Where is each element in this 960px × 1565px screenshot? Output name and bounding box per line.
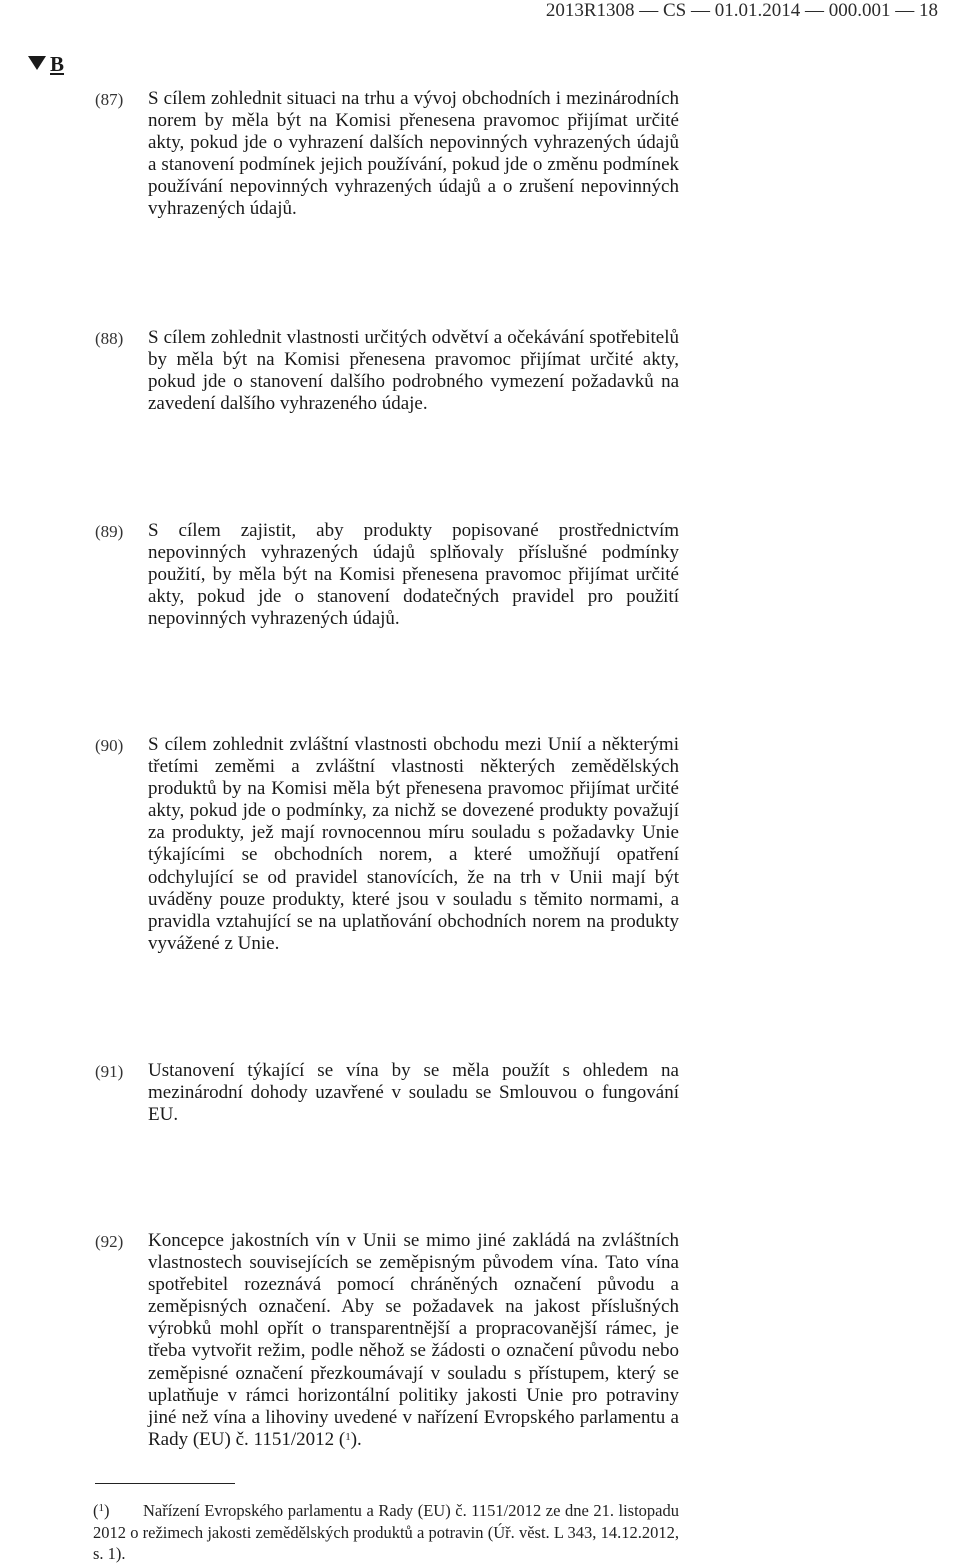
recital-text: S cílem zohlednit zvláštní vlastnosti obchodu mezi Unií a některými třetími zeměmi a zvláštní vlastnosti některých zemědělských produktů by na Komisi měla být přenesena pravomoc přijímat určité akty, pokud jde o podmínky, za nichž se dovezené produkty považují za produkty, jež mají rovnocennou míru souladu s požadavky Unie týkajícími se obchodních norem, a které umožňují opatření odchylující se od pravidel stanovících, že na trh v Unii mají být uváděny pouze produkty, které jsou v souladu s těmito normami, a pravidla vztahující se na uplatňování obchodních norem na produkty vyvážené z Unie. — [148, 734, 679, 954]
footnote-number-mark: 1 — [98, 1502, 104, 1514]
recital-text: Ustanovení týkající se vína by se měla použít s ohledem na mezinárodní dohody uzavřené v souladu se Smlouvou o fungování EU. — [148, 1060, 679, 1126]
footnote-number — [93, 1500, 143, 1522]
recital-number: (88) — [95, 329, 124, 348]
footnote-ref-open: ( — [334, 1428, 346, 1450]
page-header: 2013R1308 — CS — 01.01.2014 — 000.001 — 18 — [545, 0, 938, 21]
recital-number: (90) — [95, 736, 124, 755]
triangle-down-icon — [28, 56, 46, 70]
recital-number: (89) — [95, 522, 124, 541]
footnote-text: Nařízení Evropského parlamentu a Rady (EU) č. 1151/2012 ze dne 21. listopadu 2012 o režimech jakosti zemědělských produktů a potravin (Úř. věst. L 343, 14.12.2012, s. 1). — [93, 1501, 679, 1563]
footnote-number-open: ( — [93, 1501, 99, 1520]
recital-text: S cílem zajistit, aby produkty popisované prostřednictvím nepovinných vyhrazených údajů splňovaly příslušné podmínky použití, by měla být na Komisi přenesena pravomoc přijímat určité akty, pokud jde o stanovení dodatečných pravidel pro použití nepovinných vyhrazených údajů. — [148, 520, 679, 630]
recital-text: S cílem zohlednit situaci na trhu a vývoj obchodních i mezinárodních norem by měla být na Komisi přenesena pravomoc přijímat určité akty, pokud jde o vyhrazení dalších nepovinných vyhrazených údajů a stanovení podmínek jejich používání, pokud jde o změnu podmínek používání nepovinných vyhrazených údajů a o zrušení nepovinných vyhrazených údajů. — [148, 88, 679, 220]
footnote-divider — [95, 1483, 235, 1484]
footnote-ref-close: ). — [350, 1428, 362, 1450]
recital-number: (87) — [95, 90, 124, 109]
recital-text: S cílem zohlednit vlastnosti určitých odvětví a očekávání spotřebitelů by měla být na Komisi přenesena pravomoc přijímat určité akty, pokud jde o stanovení dalšího podrobného vymezení požadavků na zavedení dalšího vyhrazeného údaje. — [148, 327, 679, 415]
recital-text — [148, 1230, 679, 1451]
recital-number: (91) — [95, 1062, 124, 1081]
recital-body: Koncepce jakostních vín v Unii se mimo jiné zakládá na zvláštních vlastnostech souvisejících se zeměpisným původem vína. Tato vína spotřebitel rozeznává pomocí chráněných označení původu a zeměpisných označení. Aby se požadavek na jakost příslušných výrobků mohl opřít o transparentnější a propracovanější rámec, je třeba vytvořit režim, podle něhož se žádosti o označení původu nebo zeměpisné označení přezkoumávají v souladu s přístupem, který se uplatňuje v rámci horizontální politiky jakosti Unie pro potraviny jiné než vína a lihoviny uvedené v nařízení Evropského parlamentu a Rady (EU) č. 1151/2012 — [148, 1230, 679, 1450]
amendment-marker — [28, 52, 64, 76]
recital-number: (92) — [95, 1232, 124, 1251]
amendment-marker-label: B — [50, 52, 65, 76]
footnote — [93, 1500, 679, 1565]
footnote-ref-mark[interactable]: 1 — [345, 1430, 351, 1443]
footnote-number-close: ) — [104, 1501, 110, 1520]
